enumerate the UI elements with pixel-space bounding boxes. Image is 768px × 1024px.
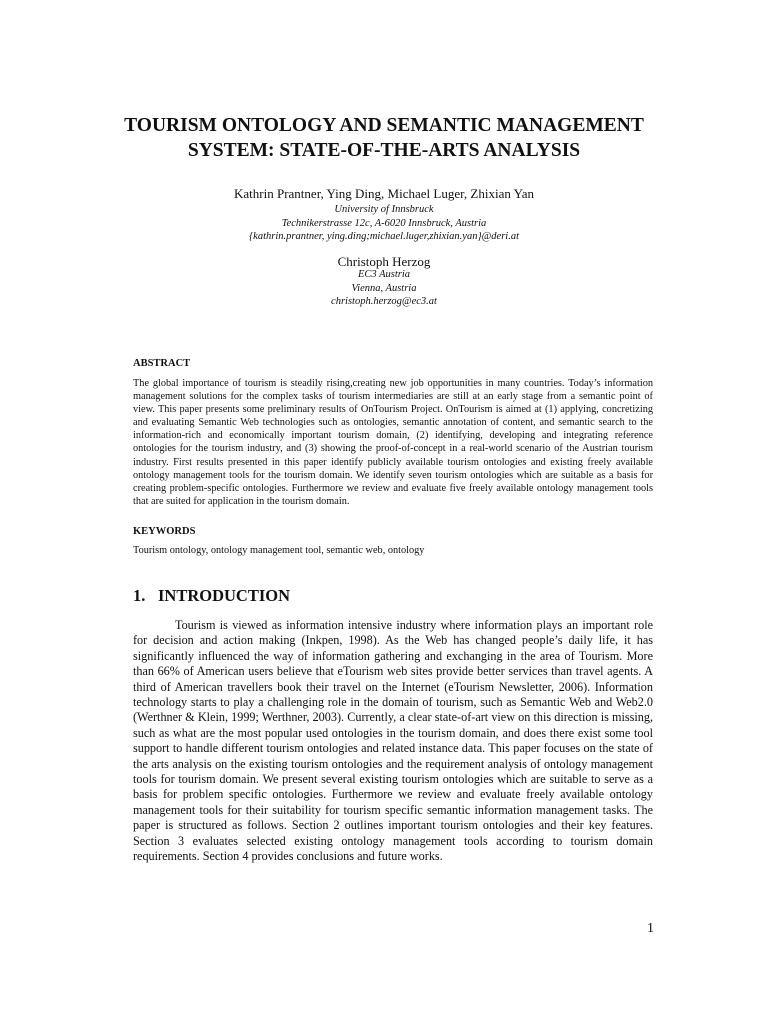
affiliation-primary	[0, 203, 768, 244]
section-heading-introduction	[133, 586, 290, 606]
affiliation-address: Vienna, Austria	[351, 282, 417, 294]
keywords-body: Tourism ontology, ontology management tool, semantic web, ontology	[133, 545, 425, 556]
author-list-primary: Kathrin Prantner, Ying Ding, Michael Luger, Zhixian Yan	[234, 186, 534, 201]
section-title: INTRODUCTION	[158, 586, 291, 605]
abstract-heading: ABSTRACT	[133, 358, 191, 369]
paper-title: TOURISM ONTOLOGY AND SEMANTIC MANAGEMENT SYSTEM: STATE-OF-THE-ARTS ANALYSIS	[124, 115, 644, 161]
affiliation-institution: University of Innsbruck	[334, 204, 434, 215]
affiliation-email: christoph.herzog@ec3.at	[331, 296, 437, 307]
section-number: 1.	[133, 586, 146, 605]
page-number: 1	[647, 921, 654, 936]
author-list-secondary: Christoph Herzog	[337, 254, 431, 269]
affiliation-institution: EC3 Austria	[357, 269, 411, 280]
introduction-body: Tourism is viewed as information intensive industry where information plays an important role for decision and action making (Inkpen, 1998). As the Web has changed people’s daily life, it has significantly influenced the way of information gathering and exchanging in the area of Tourism. More than 66% of American users believe that eTourism web sites provide better services than travel agents. A third of American travellers book their travel on the Internet (eTourism Newsletter, 2006). Information technology starts to play a challenging role in the domain of tourism, such as Semantic Web and Web2.0 (Werthner & Klein, 1999; Werthner, 2003). Currently, a clear state-of-art view on this direction is missing, such as what are the most popular used ontologies in the tourism domain, and does there exist some tool support to handle different tourism ontologies and related instance data. This paper focuses on the state of the arts analysis on the existing tourism ontologies and the requirement analysis of ontology management tools for tourism domain. We present several existing tourism ontologies which are suitable to serve as a basis for problem specific ontologies. Furthermore we review and evaluate freely available ontology management tools for their suitability for tourism specific semantic information management tasks. The paper is structured as follows. Section 2 outlines important tourism ontologies and their key features. Section 3 evaluates selected existing ontology management tools according to tourism domain requirements. Section 4 provides conclusions and future works.	[133, 618, 653, 864]
keywords-heading: KEYWORDS	[133, 526, 196, 537]
affiliation-email: {kathrin.prantner, ying.ding;michael.luger,zhixian.yan}@deri.at	[248, 231, 520, 242]
abstract-body: The global importance of tourism is steadily rising,creating new job opportunities in many countries. Today’s information management solutions for the complex tasks of tourism intermediaries are still at an early stage from a semantic point of view. This paper presents some preliminary results of OnTourism Project. OnTourism is aimed at (1) applying, concretizing and evaluating Semantic Web technologies such as ontologies, semantic annotation of content, and semantic search to the information-rich and economically important tourism domain, (2) identifying, developing and integrating reference ontologies for the tourism industry, and (3) showing the proof-of-concept in a real-world scenario of the Austrian tourism industry. First results presented in this paper identify publicly available tourism ontologies and existing freely available ontology management tools for the tourism domain. We identify seven tourism ontologies which are suitable as a basis for creating problem-specific ontologies. Furthermore we review and evaluate five freely available ontology management tools that are suited for application in the tourism domain.	[133, 378, 653, 507]
affiliation-secondary	[0, 268, 768, 309]
affiliation-address: Technikerstrasse 12c, A-6020 Innsbruck, Austria	[281, 217, 487, 229]
